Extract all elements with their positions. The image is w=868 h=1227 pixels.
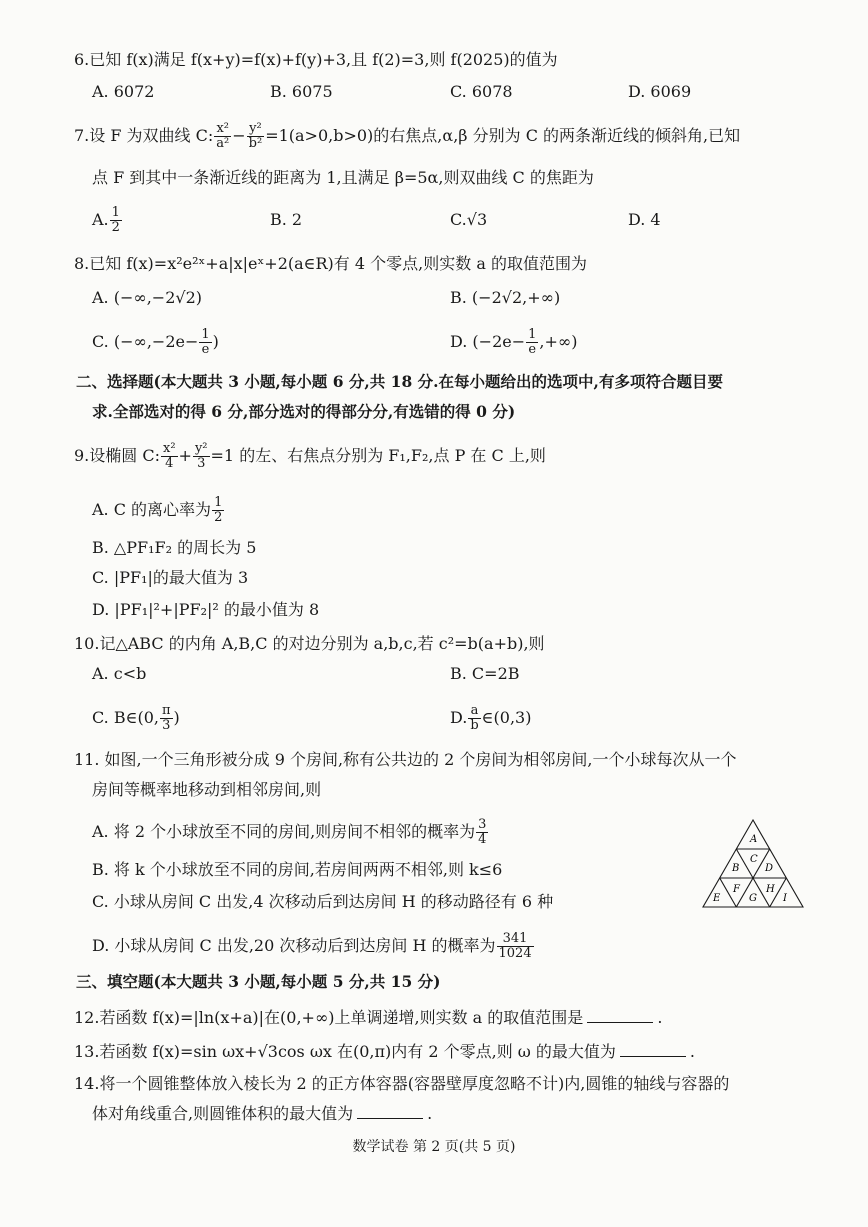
room-label-d: D [765, 863, 774, 874]
q9-option-a: A. C 的离心率为 $\frac{1}{2}$ [92, 495, 223, 525]
q14-stem-line1: 14.将一个圆锥整体放入棱长为 2 的正方体容器(容器壁厚度忽略不计)内,圆锥的轴线与容器的 [74, 1074, 730, 1093]
q6-option-c: C. 6078 [450, 82, 513, 101]
q12-stem: 12.若函数 f(x)=|ln(x+a)|在(0,+∞)上单调递增,则实数 a 的取值范围是 . [74, 1008, 663, 1027]
page-footer: 数学试卷 第 2 页(共 5 页) [352, 1139, 516, 1155]
q11-stem-line1: 11. 如图,一个三角形被分成 9 个房间,称有公共边的 2 个房间为相邻房间,一个小球每次从一个 [74, 750, 737, 769]
room-label-g: G [749, 893, 757, 904]
q7-option-b: B. 2 [270, 210, 303, 229]
section2-header-line1: 二、选择题(本大题共 3 小题,每小题 6 分,共 18 分.在每小题给出的选项中,有多项符合题目要 [76, 372, 723, 391]
q10-option-c: C. B∈(0, $\frac{\pi}{3}$ ) [92, 703, 180, 733]
q7-option-a: A. $\frac{1}{2}$ [92, 205, 120, 235]
room-label-h: H [766, 884, 775, 895]
q7-option-c: C.√3 [450, 210, 488, 229]
room-label-e: E [713, 893, 721, 904]
q11-option-a: A. 将 2 个小球放至不同的房间,则房间不相邻的概率为 $\frac{3}{4}$ [92, 817, 487, 847]
q10-option-d: D. $\frac{a}{b}$ ∈(0,3) [450, 703, 532, 733]
q7-stem-line1: 7.设 F 为双曲线 C: $\frac{\text{x²}}{\text{a²}}$ − $\frac{\text{y²}}{\text{b²}}$ =1(a>0,b>0)的右焦点,α,β 分别为 C 的两条渐近线的倾斜角,已知 [74, 121, 741, 151]
q9-option-d: D. |PF₁|²+|PF₂|² 的最小值为 8 [92, 600, 320, 619]
q7-option-d: D. 4 [628, 210, 661, 229]
q14-stem-line2: 体对角线重合,则圆锥体积的最大值为 . [92, 1104, 433, 1123]
q8-option-a: A. (−∞,−2√2) [92, 288, 202, 307]
section2-header-line2: 求.全部选对的得 6 分,部分选对的得部分分,有选错的得 0 分) [92, 402, 516, 421]
q8-option-b: B. (−2√2,+∞) [450, 288, 561, 307]
q6-option-b: B. 6075 [270, 82, 333, 101]
q9-option-c: C. |PF₁|的最大值为 3 [92, 568, 249, 587]
q12-answer-blank[interactable] [587, 1008, 653, 1023]
q7-frac-y: $\frac{\text{y²}}{\text{b²}}$ [248, 121, 263, 151]
triangle-rooms-figure [700, 818, 806, 910]
q13-answer-blank[interactable] [620, 1042, 686, 1057]
q13-stem: 13.若函数 f(x)=sin ωx+√3cos ωx 在(0,π)内有 2 个零点,则 ω 的最大值为 . [74, 1042, 696, 1061]
room-label-i: I [783, 893, 787, 904]
q10-option-b: B. C=2B [450, 664, 520, 683]
q8-option-c: C. (−∞,−2e− $\frac{1}{e}$ ) [92, 327, 219, 357]
q6-option-a: A. 6072 [92, 82, 155, 101]
room-label-a: A [750, 834, 758, 845]
q11-stem-line2: 房间等概率地移动到相邻房间,则 [92, 780, 322, 799]
q11-option-c: C. 小球从房间 C 出发,4 次移动后到达房间 H 的移动路径有 6 种 [92, 892, 554, 911]
q8-option-d: D. (−2e− $\frac{1}{e}$ ,+∞) [450, 327, 578, 357]
q11-option-b: B. 将 k 个小球放至不同的房间,若房间两两不相邻,则 k≤6 [92, 860, 503, 879]
q6-stem: 6.已知 f(x)满足 f(x+y)=f(x)+f(y)+3,且 f(2)=3,则 f(2025)的值为 [74, 50, 558, 69]
q7-frac-x: $\frac{\text{x²}}{\text{a²}}$ [216, 121, 230, 151]
q11-option-d: D. 小球从房间 C 出发,20 次移动后到达房间 H 的概率为 $\frac{341}{1024}$ [92, 931, 532, 961]
q9-option-b: B. △PF₁F₂ 的周长为 5 [92, 538, 257, 557]
q7-stem-line2: 点 F 到其中一条渐近线的距离为 1,且满足 β=5α,则双曲线 C 的焦距为 [92, 168, 594, 187]
room-label-c: C [750, 854, 758, 865]
q8-stem: 8.已知 f(x)=x²e²ˣ+a|x|eˣ+2(a∈R)有 4 个零点,则实数 a 的取值范围为 [74, 254, 587, 273]
q10-stem: 10.记△ABC 的内角 A,B,C 的对边分别为 a,b,c,若 c²=b(a+b),则 [74, 634, 545, 653]
q6-option-d: D. 6069 [628, 82, 692, 101]
q9-stem: 9.设椭圆 C: $\frac{\text{x²}}{4}$ + $\frac{\text{y²}}{3}$ =1 的左、右焦点分别为 F₁,F₂,点 P 在 C 上,则 [74, 441, 546, 471]
section3-header: 三、填空题(本大题共 3 小题,每小题 5 分,共 15 分) [76, 972, 441, 991]
room-label-f: F [733, 884, 740, 895]
q10-option-a: A. c<b [92, 664, 147, 683]
q14-answer-blank[interactable] [357, 1104, 423, 1119]
room-label-b: B [732, 863, 740, 874]
